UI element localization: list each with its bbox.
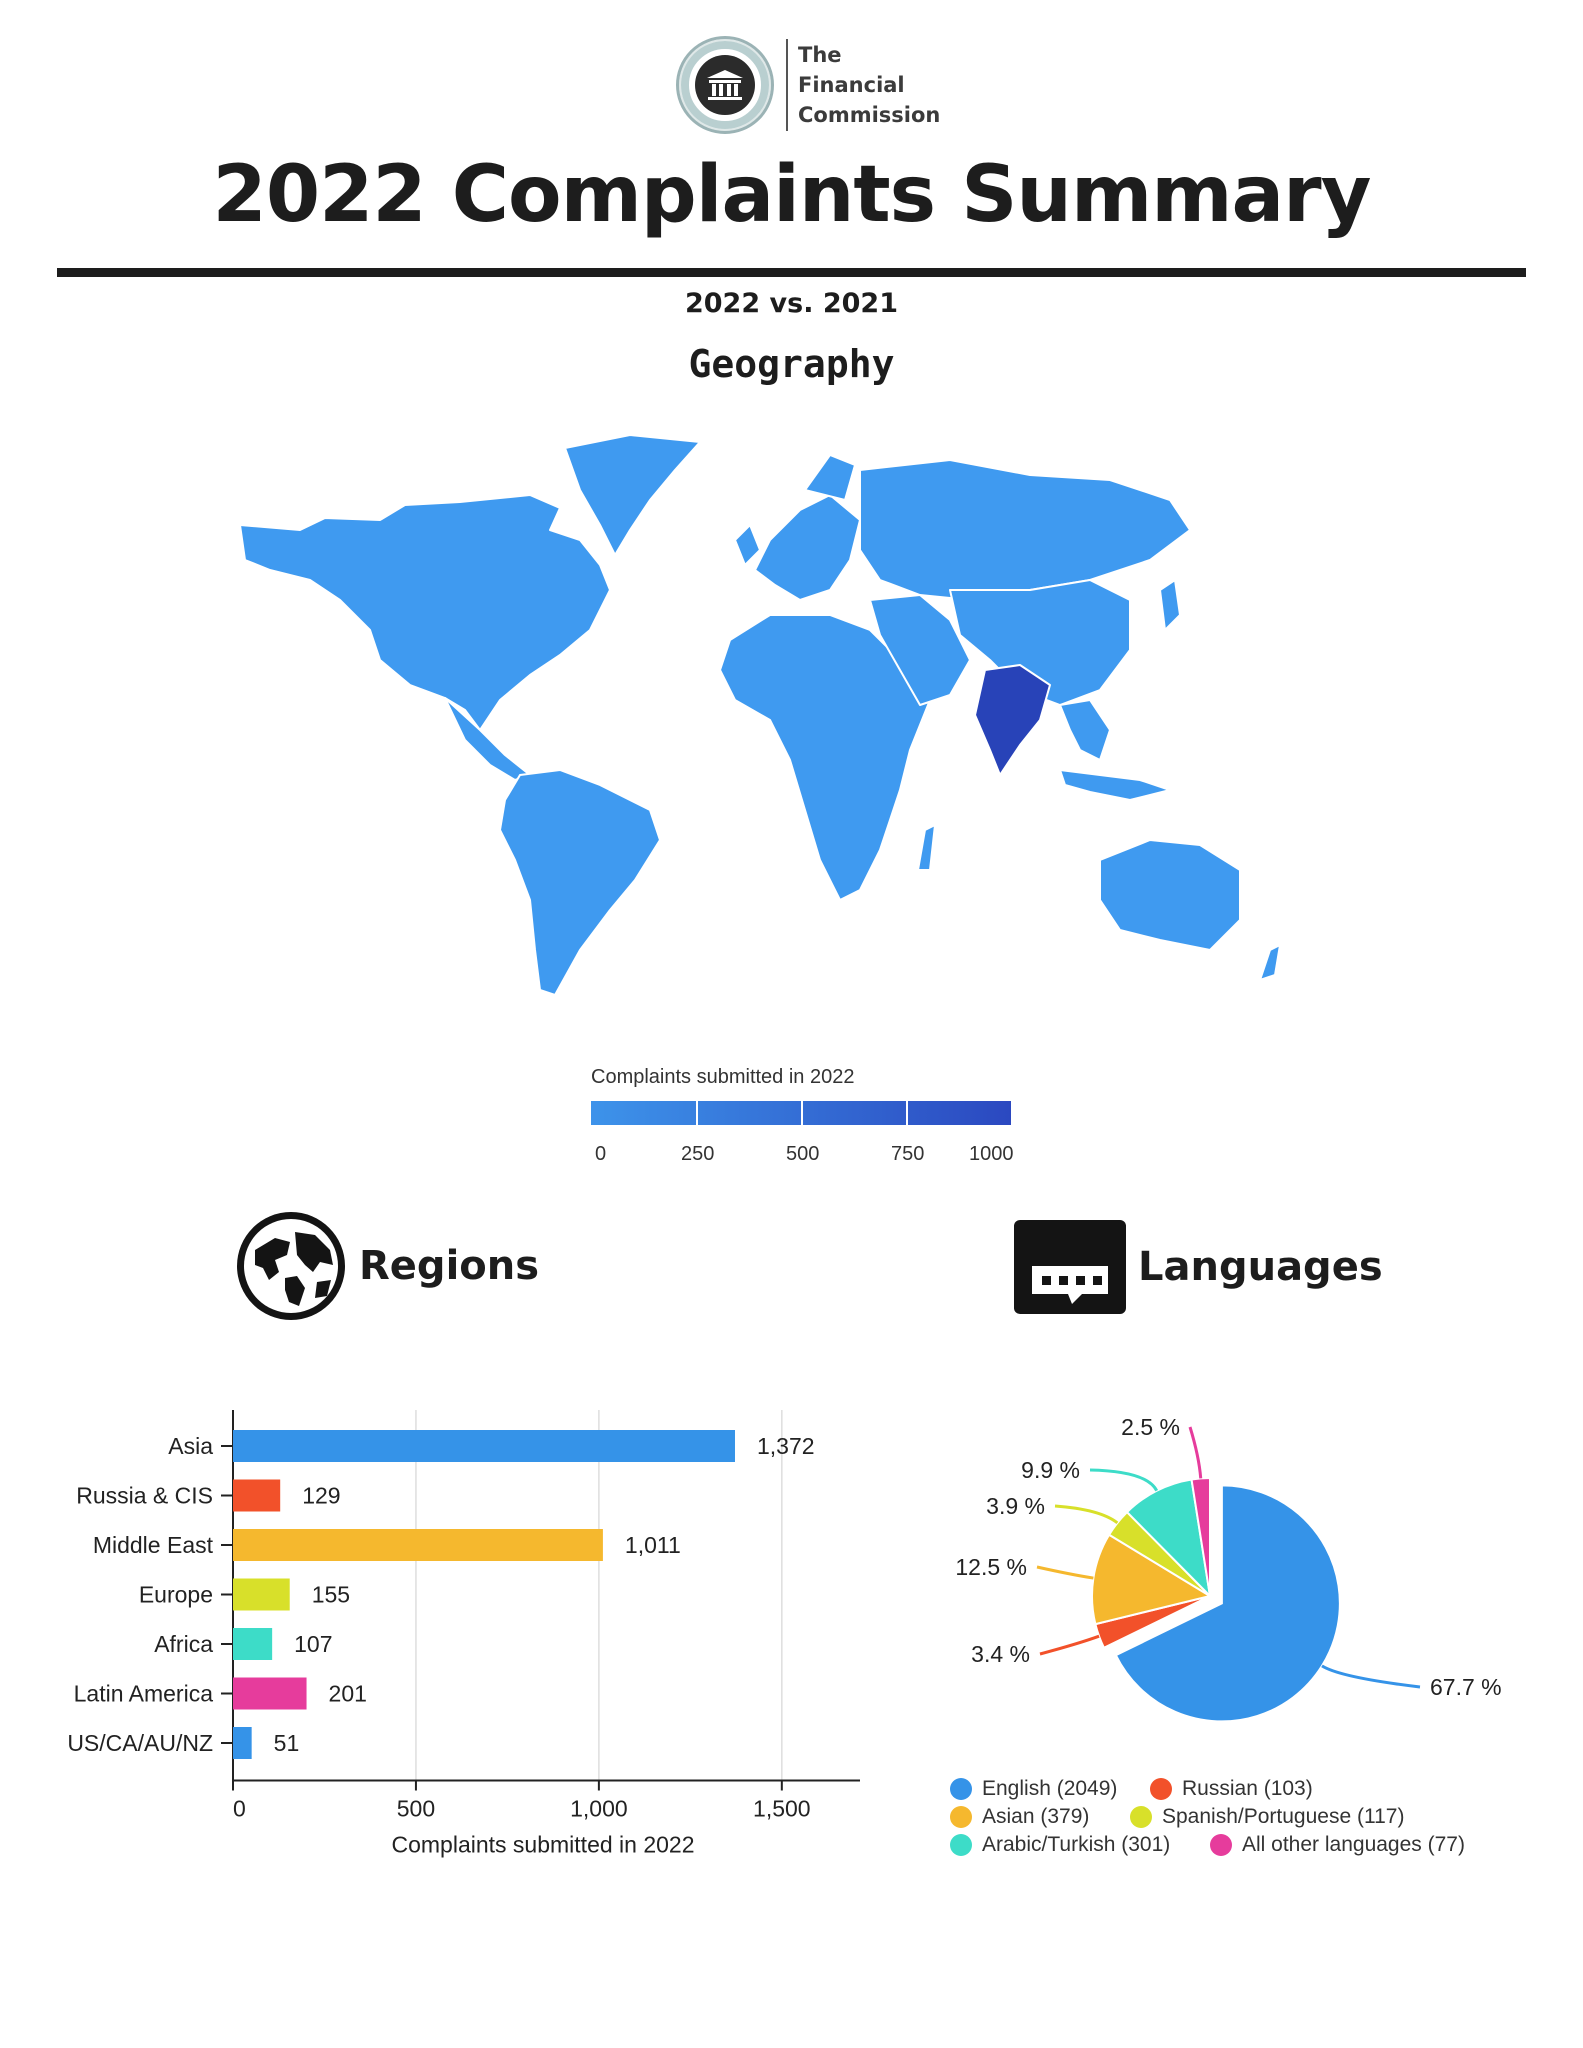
map-indonesia (1060, 770, 1170, 800)
scale-tick (696, 1101, 698, 1125)
scale-label: 1000 (969, 1143, 1014, 1165)
scale-label: 500 (786, 1143, 820, 1165)
languages-pie-chart (930, 1390, 1530, 1760)
bar-value-label: 201 (328, 1680, 367, 1707)
bar (233, 1579, 290, 1611)
scale-label: 250 (681, 1143, 715, 1165)
legend-label: Spanish/Portuguese (117) (1162, 1805, 1405, 1828)
financial-commission-logo (676, 36, 940, 134)
map-madagascar (918, 825, 935, 870)
category-label: Russia & CIS (76, 1482, 213, 1509)
pie-slice-label: 2.5 % (1121, 1414, 1180, 1440)
legend-label: English (2049) (982, 1777, 1118, 1800)
map-russia (860, 460, 1190, 600)
pie-slice-label: 12.5 % (955, 1554, 1027, 1580)
bar-value-label: 107 (294, 1631, 333, 1657)
logo-seal-ring (679, 39, 771, 131)
legend-row (950, 1803, 1465, 1831)
regions-bar-chart (40, 1400, 880, 1870)
logo-seal (676, 36, 774, 134)
legend-item (1130, 1805, 1404, 1829)
bar (233, 1430, 735, 1462)
x-tick-label: 500 (396, 1795, 436, 1822)
regions-title: Regions (359, 1243, 540, 1289)
logo-wordmark (798, 40, 940, 130)
legend-row (950, 1775, 1465, 1803)
scale-labels (591, 1143, 1031, 1167)
map-south-america (500, 770, 660, 995)
regions-heading (235, 1210, 539, 1322)
legend-dot (950, 1834, 972, 1856)
map-southeast-asia (1060, 700, 1110, 760)
map-greenland (565, 435, 700, 555)
x-axis-title: Complaints submitted in 2022 (391, 1831, 695, 1858)
legend-item (950, 1777, 1150, 1801)
world-map (230, 430, 1390, 1010)
scale-label: 0 (595, 1143, 607, 1165)
map-australia (1100, 840, 1240, 950)
category-label: Asia (168, 1433, 213, 1459)
scale-tick (906, 1101, 908, 1125)
legend-dot (950, 1806, 972, 1828)
legend-dot (1150, 1778, 1172, 1800)
page-subtitle: 2022 vs. 2021 (684, 288, 899, 319)
bar-value-label: 51 (273, 1730, 300, 1756)
legend-item (950, 1805, 1130, 1829)
legend-label: All other languages (77) (1242, 1833, 1465, 1856)
legend-item (1150, 1777, 1313, 1801)
geography-heading: Geography (688, 342, 895, 386)
chat-bubble-icon (1014, 1220, 1126, 1314)
x-tick-label: 1,000 (570, 1795, 628, 1822)
pie-leader-line (1322, 1666, 1420, 1687)
map-color-scale (591, 1066, 1031, 1167)
map-new-zealand (1260, 945, 1280, 980)
bar (233, 1480, 280, 1512)
category-label: Europe (138, 1581, 213, 1608)
title-rule (57, 268, 1526, 277)
logo-line-2: Financial (798, 73, 905, 97)
map-scandinavia (805, 455, 855, 500)
pie-slice-label: 9.9 % (1021, 1457, 1080, 1483)
pie-slice-label: 67.7 % (1430, 1674, 1502, 1700)
x-tick-label: 0 (233, 1795, 246, 1822)
pie-legend (950, 1775, 1465, 1859)
scale-tick (801, 1101, 803, 1125)
map-india (975, 665, 1050, 775)
bar (233, 1529, 603, 1561)
pie-leader-line (1037, 1567, 1093, 1578)
legend-dot (1130, 1806, 1152, 1828)
scale-gradient (591, 1101, 1013, 1125)
logo-divider (786, 39, 788, 131)
logo-line-3: Commission (798, 103, 941, 127)
scale-tick (1011, 1101, 1013, 1125)
pie-leader-line (1190, 1427, 1201, 1478)
legend-dot (1210, 1834, 1232, 1856)
languages-heading (1014, 1220, 1383, 1314)
map-japan (1160, 580, 1180, 630)
category-label: Latin America (73, 1680, 213, 1707)
logo-line-1: The (798, 43, 842, 67)
map-north-america (240, 495, 610, 730)
legend-dot (950, 1778, 972, 1800)
legend-row (950, 1831, 1465, 1859)
bar (233, 1628, 272, 1660)
bar-value-label: 155 (311, 1581, 351, 1608)
category-label: Middle East (92, 1532, 213, 1558)
bar-value-label: 1,372 (756, 1433, 815, 1459)
page-title: 2022 Complaints Summary (212, 150, 1371, 240)
bar (233, 1727, 252, 1759)
pie-leader-line (1055, 1506, 1117, 1523)
category-label: Africa (154, 1631, 213, 1657)
globe-icon (235, 1210, 347, 1322)
category-label: US/CA/AU/NZ (67, 1730, 213, 1756)
legend-label: Russian (103) (1182, 1777, 1313, 1800)
map-uk (735, 525, 760, 565)
pie-leader-line (1040, 1636, 1099, 1654)
bar-value-label: 129 (302, 1482, 341, 1509)
legend-label: Asian (379) (982, 1805, 1090, 1828)
legend-item (950, 1833, 1210, 1857)
languages-title: Languages (1138, 1244, 1383, 1290)
scale-label: 750 (891, 1143, 925, 1165)
legend-item (1210, 1833, 1465, 1857)
bar-value-label: 1,011 (624, 1532, 681, 1558)
legend-label: Arabic/Turkish (301) (982, 1833, 1171, 1856)
scale-title: Complaints submitted in 2022 (591, 1066, 855, 1088)
map-europe (755, 495, 860, 600)
x-tick-label: 1,500 (753, 1795, 811, 1822)
bar (233, 1678, 307, 1710)
pie-leader-line (1090, 1470, 1157, 1491)
pie-slice-label: 3.4 % (971, 1641, 1030, 1667)
pie-slice-label: 3.9 % (986, 1493, 1045, 1519)
